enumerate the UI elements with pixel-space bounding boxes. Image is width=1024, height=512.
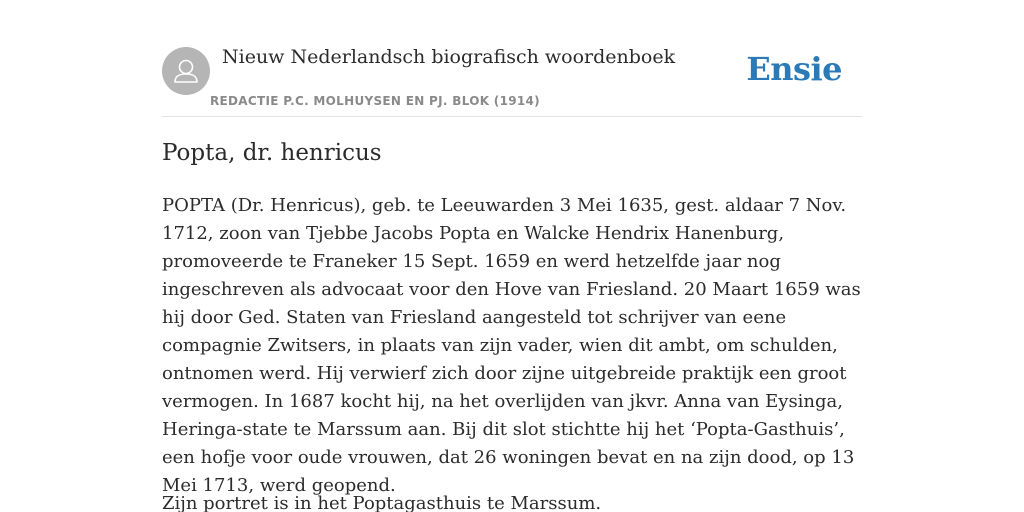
avatar[interactable]	[162, 47, 210, 95]
entry-paragraph: Zijn portret is in het Poptagasthuis te Marssum.	[162, 493, 602, 512]
user-silhouette-icon	[162, 47, 210, 95]
source-header	[162, 40, 862, 117]
entry-title: Popta, dr. henricus	[162, 140, 382, 166]
book-editors: REDACTIE P.C. MOLHUYSEN EN PJ. BLOK (1914)	[210, 94, 540, 108]
entry-paragraph: POPTA (Dr. Henricus), geb. te Leeuwarden 3 Mei 1635, gest. aldaar 7 Nov. 1712, zoon van Tjebbe Jacobs Popta en Walcke Hendrix Hanenburg, promoveerde te Franeker 15 Sept. 1659 en werd hetzelfde jaar nog ingeschreven als advocaat voor den Hove van Friesland. 20 Maart 1659 was hij door Ged. Staten van Friesland aangesteld tot schrijver van eene compagnie Zwitsers, in plaats van zijn vader, wien dit ambt, om schulden, ontnomen werd. Hij verwierf zich door zijne uitgebreide praktijk een groot vermogen. In 1687 kocht hij, na het overlijden van jkvr. Anna van Eysinga, Heringa-state te Marssum aan. Bij dit slot stichtte hij het ‘Popta-Gasthuis’, een hofje voor oude vrouwen, dat 26 woningen bevat en na zijn dood, op 13 Mei 1713, werd geopend.	[162, 195, 861, 496]
ensie-logo-link[interactable]: Ensie	[746, 50, 842, 88]
book-title-link[interactable]: Nieuw Nederlandsch biografisch woordenboek	[222, 46, 676, 68]
